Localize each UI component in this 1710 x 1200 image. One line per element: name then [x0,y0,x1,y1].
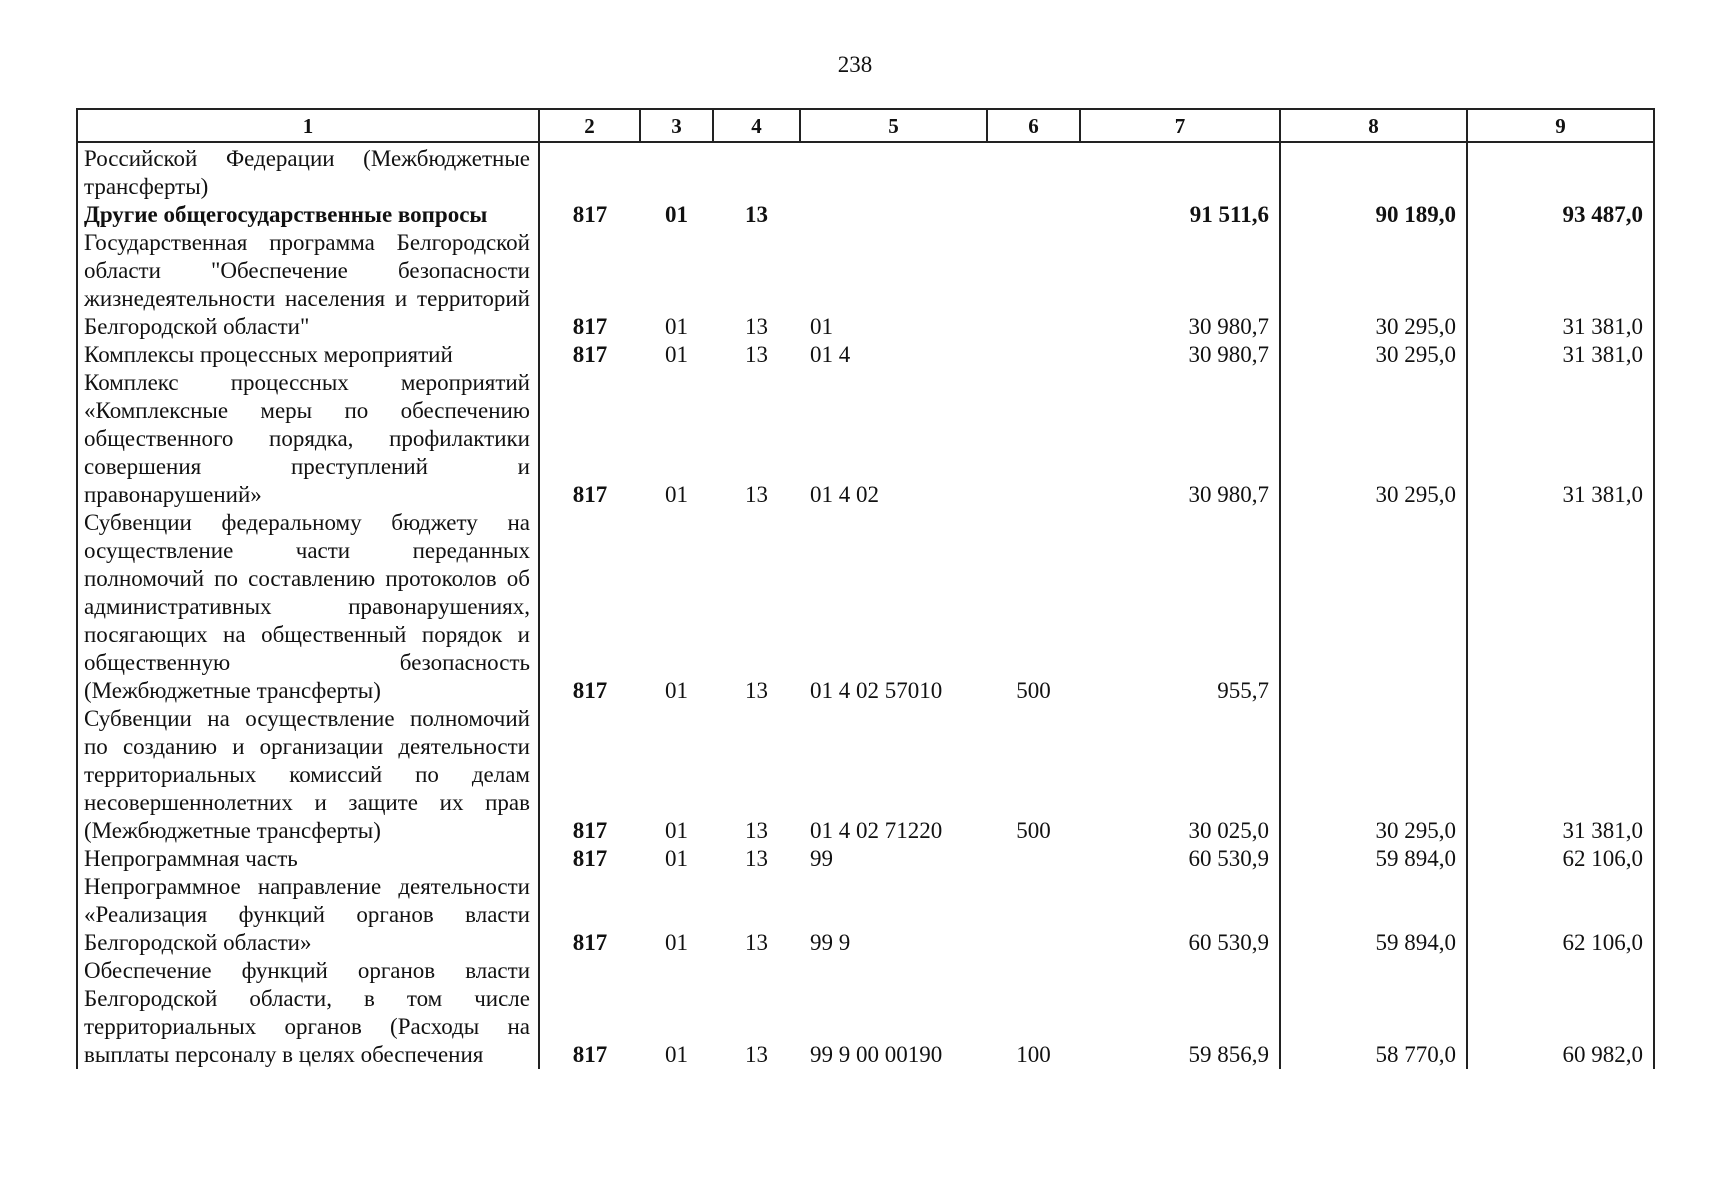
cell-col4: 13 [745,1042,768,1067]
cell-col4: 13 [745,314,768,339]
cell-col7: 955,7 [1080,509,1280,705]
cell-col9: 60 982,0 [1467,957,1654,1069]
cell-col9: 62 106,0 [1467,873,1654,957]
row-description: Субвенции на осуществление полномочий по созданию и организации деятельности территориальных комиссий по делам несовершеннолетних и защите их прав (Межбюджетные трансферты) [77,705,539,845]
cell-col7: 60 530,9 [1080,845,1280,873]
row-description: Непрограммное направление деятельности «Реализация функций органов власти Белгородской области» [77,873,539,957]
cell-col5: 01 [810,314,833,339]
cell-col6 [987,369,1080,509]
cell-col2: 817 [539,957,640,1069]
cell-col2: 817 [539,873,640,957]
cell-col7: 30 025,0 [1080,705,1280,845]
row-description: Комплексы процессных мероприятий [77,341,539,369]
column-header: 1 [77,109,539,142]
table-row [77,845,1654,873]
cell-col3: 01 [665,482,688,507]
cell-col5: 99 9 [810,930,851,955]
cell-col3: 01 [665,846,688,871]
column-header: 3 [640,109,713,142]
cell-col8 [1280,509,1467,705]
cell-col4 [713,142,800,201]
budget-table [76,108,1655,1069]
table-row [77,873,1654,957]
cell-col2: 817 [539,369,640,509]
cell-col7: 91 511,6 [1080,201,1280,229]
cell-col2: 817 [539,845,640,873]
cell-col4: 13 [745,846,768,871]
cell-col5: 99 [810,846,833,871]
cell-col3: 01 [665,342,688,367]
cell-col7: 60 530,9 [1080,873,1280,957]
row-description: Непрограммная часть [77,845,539,873]
cell-col5: 01 4 [810,342,851,367]
row-description: Комплекс процессных мероприятий «Комплексные меры по обеспечению общественного порядка, профилактики совершения преступлений и правонарушений» [77,369,539,509]
cell-col7 [1080,142,1280,201]
cell-col8: 30 295,0 [1280,229,1467,341]
cell-col6 [987,845,1080,873]
table-row [77,341,1654,369]
cell-col9 [1467,142,1654,201]
cell-col5 [800,201,987,229]
cell-col6 [987,142,1080,201]
cell-col8: 30 295,0 [1280,341,1467,369]
cell-col4: 13 [745,342,768,367]
cell-col8: 30 295,0 [1280,369,1467,509]
cell-col8: 58 770,0 [1280,957,1467,1069]
row-description: Обеспечение функций органов власти Белгородской области, в том числе территориальных органов (Расходы на выплаты персоналу в целях обеспечения [77,957,539,1069]
cell-col9: 31 381,0 [1467,369,1654,509]
cell-col7: 30 980,7 [1080,229,1280,341]
cell-col7: 30 980,7 [1080,341,1280,369]
cell-col2: 817 [539,341,640,369]
page-number: 238 [837,52,873,77]
column-header: 7 [1080,109,1280,142]
column-header: 9 [1467,109,1654,142]
row-description: Субвенции федеральному бюджету на осуществление части переданных полномочий по составлению протоколов об административных правонарушениях, посягающих на общественный порядок и общественную безопасность (Межбюджетные трансферты) [77,509,539,705]
cell-col9: 31 381,0 [1467,229,1654,341]
cell-col5: 01 4 02 57010 [810,678,943,703]
table-row [77,705,1654,845]
cell-col9: 62 106,0 [1467,845,1654,873]
column-header: 4 [713,109,800,142]
cell-col8: 90 189,0 [1280,201,1467,229]
table-header-row [77,109,1654,142]
cell-col3: 01 [665,1042,688,1067]
cell-col6: 100 [1016,1042,1051,1067]
column-header: 2 [539,109,640,142]
row-description: Государственная программа Белгородской области "Обеспечение безопасности жизнедеятельности населения и территорий Белгородской области" [77,229,539,341]
table-row [77,229,1654,341]
cell-col6 [987,873,1080,957]
table-row [77,957,1654,1069]
table-row [77,369,1654,509]
cell-col5: 01 4 02 71220 [810,818,943,843]
column-header: 5 [800,109,987,142]
cell-col3: 01 [665,678,688,703]
cell-col9: 31 381,0 [1467,341,1654,369]
cell-col4: 13 [745,202,768,227]
cell-col9: 93 487,0 [1467,201,1654,229]
cell-col2: 817 [539,201,640,229]
table-row [77,201,1654,229]
cell-col6 [987,229,1080,341]
cell-col9 [1467,509,1654,705]
cell-col5 [800,142,987,201]
cell-col2: 817 [539,509,640,705]
table-row [77,142,1654,201]
cell-col4: 13 [745,930,768,955]
cell-col8: 59 894,0 [1280,873,1467,957]
cell-col3: 01 [665,818,688,843]
cell-col9: 31 381,0 [1467,705,1654,845]
cell-col7: 59 856,9 [1080,957,1280,1069]
cell-col7: 30 980,7 [1080,369,1280,509]
cell-col4: 13 [745,482,768,507]
cell-col5: 99 9 00 00190 [810,1042,943,1067]
row-description: Российской Федерации (Межбюджетные трансферты) [77,142,539,201]
cell-col6 [987,341,1080,369]
cell-col8 [1280,142,1467,201]
cell-col3: 01 [665,930,688,955]
table-row [77,509,1654,705]
column-header: 6 [987,109,1080,142]
cell-col5: 01 4 02 [810,482,879,507]
cell-col8: 59 894,0 [1280,845,1467,873]
cell-col2 [539,142,640,201]
cell-col4: 13 [745,818,768,843]
cell-col3 [640,142,713,201]
cell-col6: 500 [1016,818,1051,843]
cell-col8: 30 295,0 [1280,705,1467,845]
cell-col2: 817 [539,229,640,341]
cell-col4: 13 [745,678,768,703]
cell-col2: 817 [539,705,640,845]
cell-col3: 01 [665,202,688,227]
row-description: Другие общегосударственные вопросы [77,201,539,229]
cell-col6: 500 [1016,678,1051,703]
column-header: 8 [1280,109,1467,142]
cell-col3: 01 [665,314,688,339]
cell-col6 [987,201,1080,229]
